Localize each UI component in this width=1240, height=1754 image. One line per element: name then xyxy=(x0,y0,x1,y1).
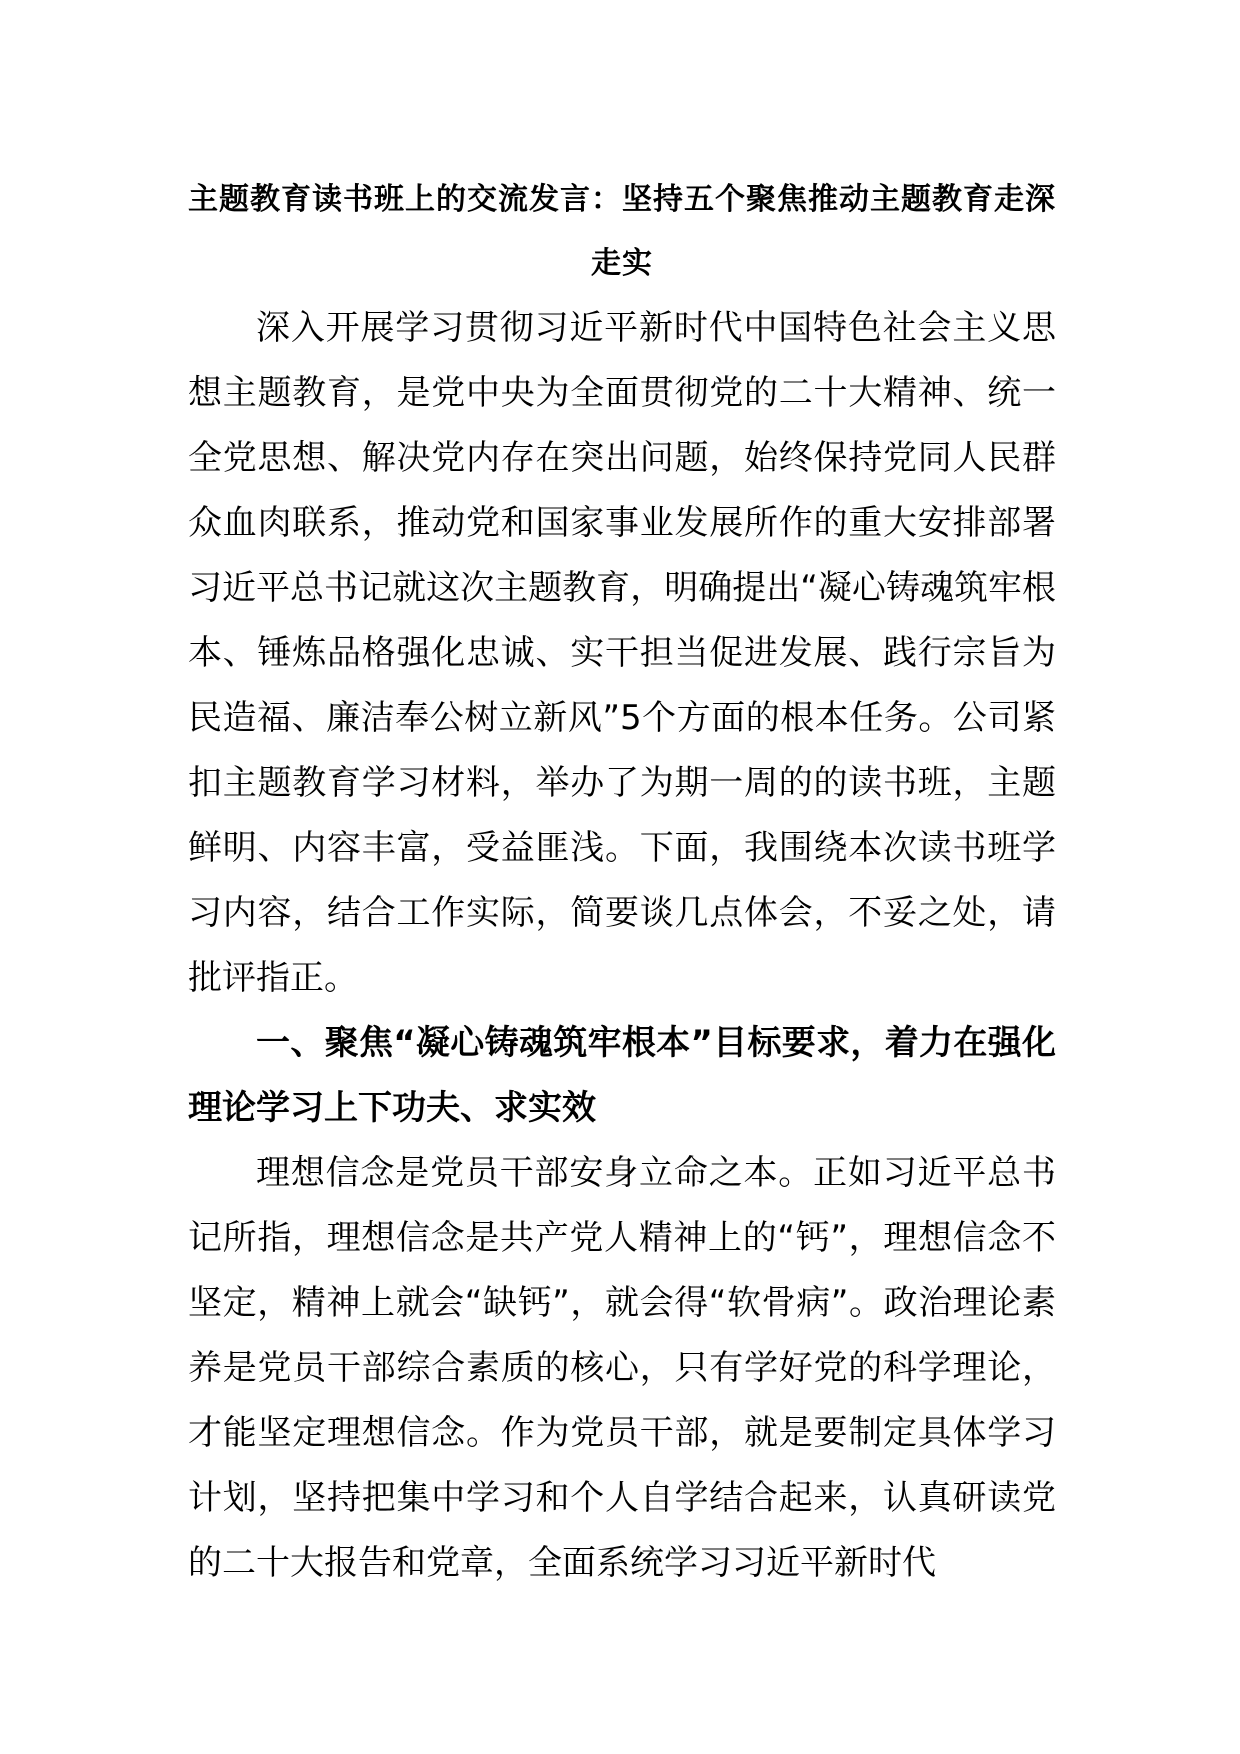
document-body xyxy=(188,168,1056,1596)
section-heading-1: 一、聚焦“凝心铸魂筑牢根本”目标要求，着力在强化理论学习上下功夫、求实效 xyxy=(188,1023,1056,1128)
section-1-paragraph: 理想信念是党员干部安身立命之本。正如习近平总书记所指，理想信念是共产党人精神上的“钙”，理想信念不坚定，精神上就会“缺钙”，就会得“软骨病”。政治理论素养是党员干部综合素质的核心，只有学好党的科学理论，才能坚定理想信念。作为党员干部，就是要制定具体学习计划，坚持把集中学习和个人自学结合起来，认真研读党的二十大报告和党章，全面系统学习习近平新时代 xyxy=(188,1153,1056,1583)
document-title: 主题教育读书班上的交流发言：坚持五个聚焦推动主题教育走深走实 xyxy=(188,182,1056,281)
intro-paragraph: 深入开展学习贯彻习近平新时代中国特色社会主义思想主题教育，是党中央为全面贯彻党的二十大精神、统一全党思想、解决党内存在突出问题，始终保持党同人民群众血肉联系，推动党和国家事业发展所作的重大安排部署习近平总书记就这次主题教育，明确提出“凝心铸魂筑牢根本、锤炼品格强化忠诚、实干担当促进发展、践行宗旨为民造福、廉洁奉公树立新风”5个方面的根本任务。公司紧扣主题教育学习材料，举办了为期一周的的读书班，主题鲜明、内容丰富，受益匪浅。下面，我围绕本次读书班学习内容，结合工作实际，简要谈几点体会，不妥之处，请批评指正。 xyxy=(188,308,1056,998)
